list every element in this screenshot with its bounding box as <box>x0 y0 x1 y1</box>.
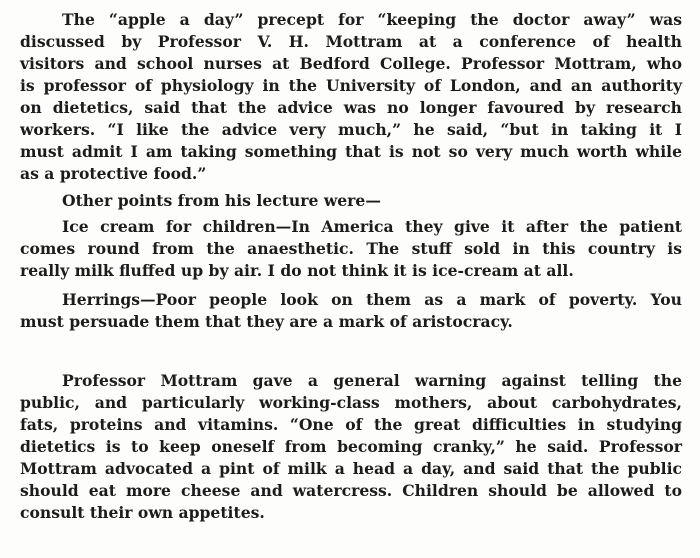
text-line: fats, proteins and vitamins. “One of the great difficulties in studying <box>20 415 682 434</box>
text-line: is professor of physiology in the University of London, and an authority <box>20 76 682 95</box>
text-line: Professor Mottram gave a general warning against telling the <box>62 371 682 390</box>
text-line: must persuade them that they are a mark of aristocracy. <box>20 312 513 331</box>
text-line: visitors and school nurses at Bedford College. Professor Mottram, who <box>20 54 682 73</box>
text-line: public, and particularly working-class mothers, about carbohydrates, <box>20 393 682 412</box>
text-line: consult their own appetites. <box>20 503 265 522</box>
text-line: Ice cream for children—In America they give it after the patient <box>62 217 682 236</box>
text-line: The “apple a day” precept for “keeping the doctor away” was <box>62 10 682 29</box>
text-line: on dietetics, said that the advice was no longer favoured by research <box>20 98 682 117</box>
text-line: Other points from his lecture were— <box>62 191 381 210</box>
text-line: Herrings—Poor people look on them as a mark of poverty. You <box>62 290 682 309</box>
text-line: must admit I am taking something that is not so very much worth while <box>20 142 682 161</box>
paragraph-herrings <box>0 289 700 333</box>
text-line: really milk fluffed up by air. I do not think it is ice-cream at all. <box>20 261 574 280</box>
text-line: comes round from the anaesthetic. The stuff sold in this country is <box>20 239 682 258</box>
paragraph-intro <box>0 9 700 185</box>
text-line: discussed by Professor V. H. Mottram at a conference of health <box>20 32 682 51</box>
paragraph-ice-cream <box>0 216 700 282</box>
text-line: Mottram advocated a pint of milk a head a day, and said that the public <box>20 459 682 478</box>
text-line: should eat more cheese and watercress. Children should be allowed to <box>20 481 682 500</box>
text-line: dietetics is to keep oneself from becoming cranky,” he said. Professor <box>20 437 682 456</box>
text-line: as a protective food.” <box>20 164 207 183</box>
text-line: workers. “I like the advice very much,” he said, “but in taking it I <box>20 120 682 139</box>
paragraph-lecture-points <box>0 190 700 212</box>
paragraph-warning <box>0 370 700 524</box>
